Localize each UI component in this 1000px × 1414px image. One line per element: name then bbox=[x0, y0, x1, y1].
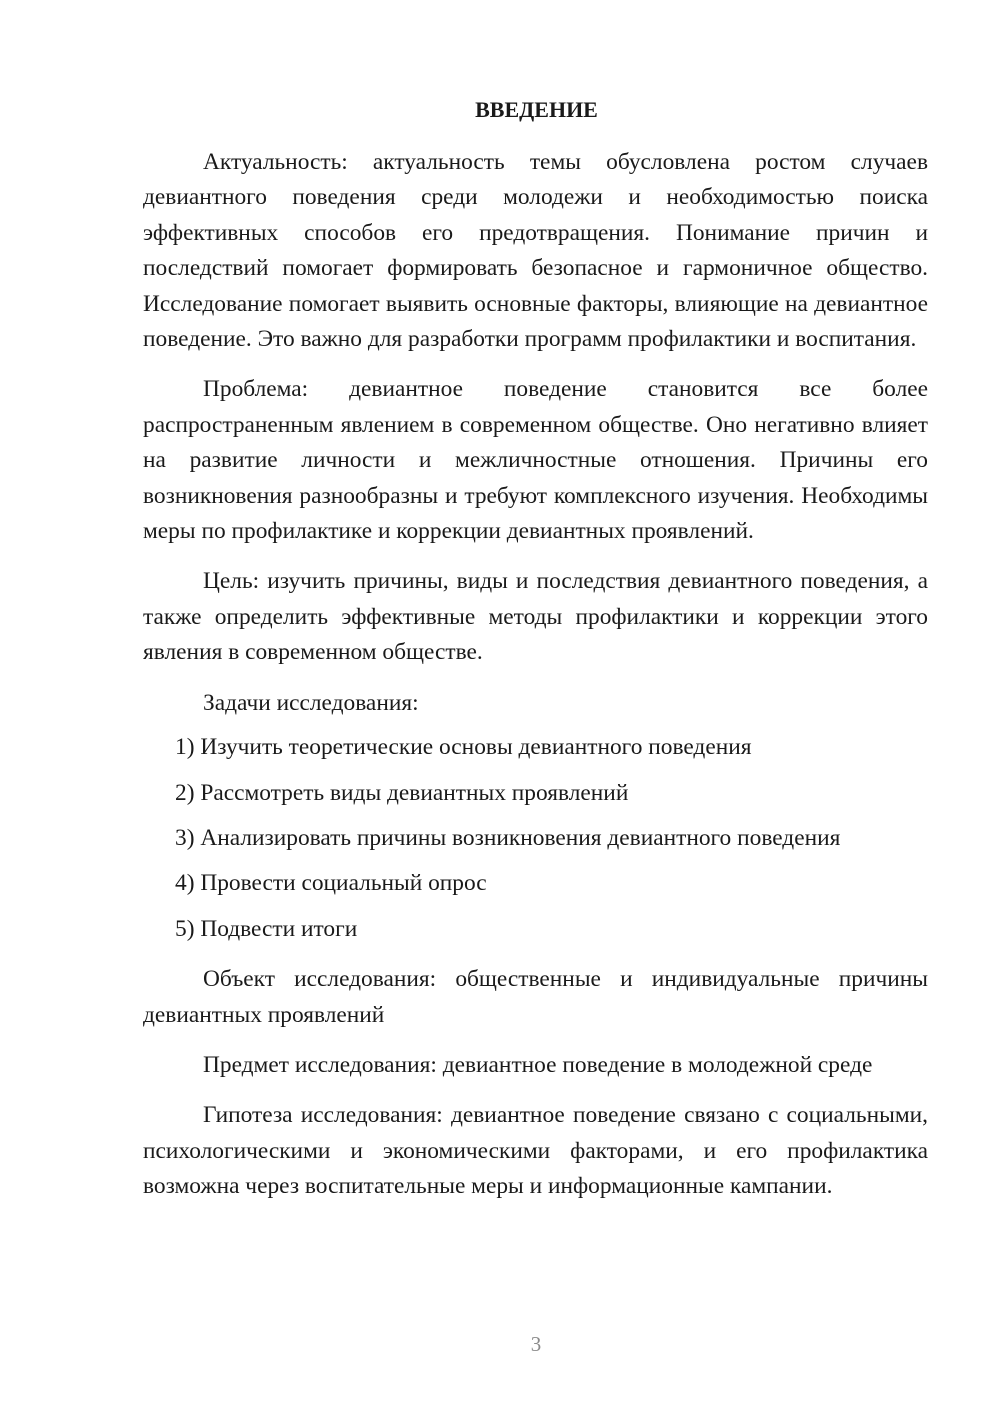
tasks-title: Задачи исследования: bbox=[203, 689, 419, 716]
subject-paragraph: Предмет исследования: девиантное поведение в молодежной среде bbox=[203, 1051, 873, 1078]
list-item: 5) Подвести итоги bbox=[175, 915, 358, 942]
document-body bbox=[143, 92, 928, 1220]
hypothesis-paragraph: Гипотеза исследования: девиантное поведение связано с социальными, психологическими и экономическими факторами, и его профилактика возможна через воспитательные меры и информационные кампании. bbox=[143, 1102, 928, 1200]
list-item: 4) Провести социальный опрос bbox=[175, 870, 487, 897]
problem-paragraph: Проблема: девиантное поведение становится все более распространенным явлением в современном обществе. Оно негативно влияет на развитие личности и межличностные отношения. Причины его возникновения разнообразны и требуют комплексного изучения. Необходимы меры по профилактике и коррекции девиантных проявлений. bbox=[143, 376, 928, 545]
relevance-paragraph: Актуальность: актуальность темы обусловлена ростом случаев девиантного поведения среди молодежи и необходимостью поиска эффективных способов его предотвращения. Понимание причин и последствий помогает формировать безопасное и гармоничное общество. Исследование помогает выявить основные факторы, влияющие на девиантное поведение. Это важно для разработки программ профилактики и воспитания. bbox=[143, 149, 928, 353]
page-number: 3 bbox=[530, 1332, 542, 1356]
page-title: ВВЕДЕНИЕ bbox=[475, 97, 598, 122]
object-paragraph: Объект исследования: общественные и индивидуальные причины девиантных проявлений bbox=[143, 966, 928, 1028]
list-item: 3) Анализировать причины возникновения девиантного поведения bbox=[175, 824, 841, 851]
goal-paragraph: Цель: изучить причины, виды и последствия девиантного поведения, а также определить эффективные методы профилактики и коррекции этого явления в современном обществе. bbox=[143, 568, 928, 666]
list-item: 2) Рассмотреть виды девиантных проявлений bbox=[175, 779, 629, 806]
list-item: 1) Изучить теоретические основы девиантного поведения bbox=[175, 734, 752, 761]
tasks-list bbox=[143, 730, 928, 947]
